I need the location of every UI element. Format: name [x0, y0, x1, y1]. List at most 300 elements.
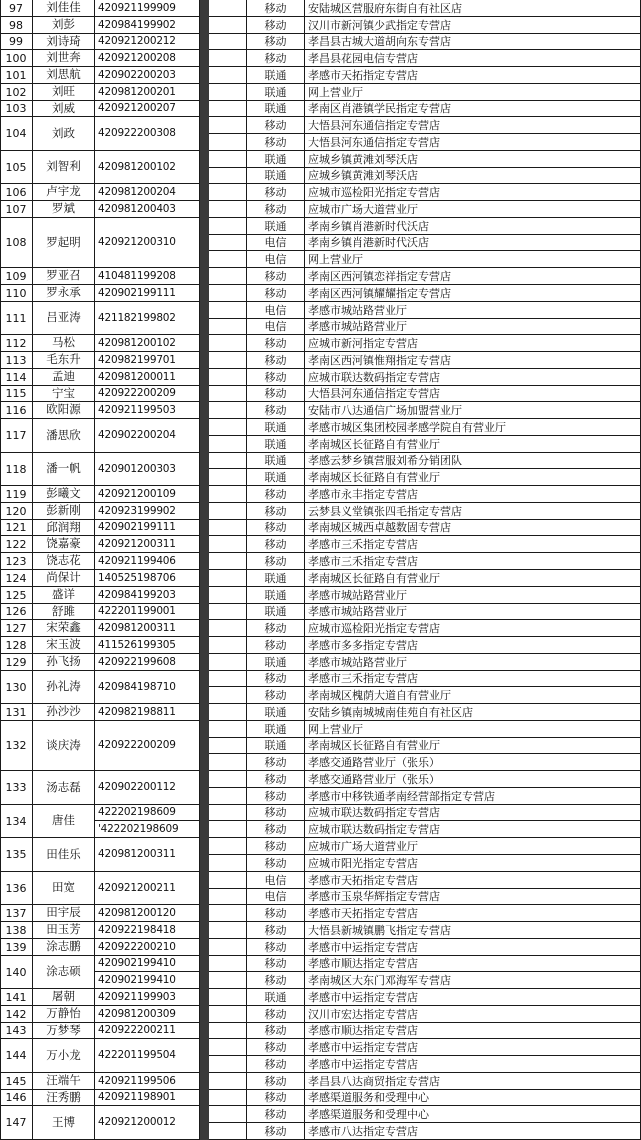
carrier-name: 移动: [247, 117, 305, 134]
carrier-name: 移动: [247, 805, 305, 821]
blank-cell: [209, 168, 247, 184]
record-number: 144: [0, 1039, 33, 1073]
record-number: 98: [0, 17, 33, 34]
blank-cell: [209, 956, 247, 972]
id-number: 420921199903: [95, 989, 200, 1006]
blank-cell: [209, 805, 247, 821]
store-name: 应城市联达数码指定专营店: [305, 369, 641, 386]
carrier-name: 移动: [247, 1123, 305, 1140]
blank-cell: [209, 620, 247, 637]
carrier-name: 移动: [247, 386, 305, 402]
carrier-name: 移动: [247, 771, 305, 788]
carrier-name: 联通: [247, 738, 305, 754]
record-number: 117: [0, 419, 33, 453]
carrier-name: 移动: [247, 50, 305, 67]
store-name: 孝感市中运指定专营店: [305, 939, 641, 956]
blank-cell: [209, 386, 247, 402]
person-name: 孟迪: [33, 369, 95, 386]
store-name: 孝感交通路营业厅（张乐）: [305, 754, 641, 771]
carrier-name: 移动: [247, 1006, 305, 1023]
store-name: 孝感市八达指定专营店: [305, 1123, 641, 1140]
carrier-name: 移动: [247, 520, 305, 536]
person-name: 毛东升: [33, 352, 95, 369]
id-number: 420922200209: [95, 721, 200, 771]
id-number: 420902199410: [95, 972, 200, 989]
blank-cell: [209, 855, 247, 872]
blank-cell: [209, 788, 247, 805]
carrier-name: 移动: [247, 855, 305, 872]
record-number: 112: [0, 335, 33, 352]
record-number: 129: [0, 654, 33, 671]
store-name: 孝感市中运指定专营店: [305, 989, 641, 1006]
id-number: 420981200201: [95, 84, 200, 101]
record-number: 130: [0, 671, 33, 704]
blank-cell: [209, 771, 247, 788]
store-name: 应城市阳光指定专营店: [305, 855, 641, 872]
carrier-name: 移动: [247, 671, 305, 687]
id-number: 420922200209: [95, 386, 200, 402]
carrier-name: 移动: [247, 34, 305, 50]
carrier-name: 电信: [247, 251, 305, 268]
record-number: 136: [0, 872, 33, 905]
store-name: 大悟县河东通信指定专营店: [305, 386, 641, 402]
store-name: 孝感市中运指定专营店: [305, 1039, 641, 1056]
record-number: 115: [0, 386, 33, 402]
id-number: 420921200212: [95, 34, 200, 50]
store-name: 汉川市宏达指定专营店: [305, 1006, 641, 1023]
blank-cell: [209, 604, 247, 620]
blank-cell: [209, 184, 247, 201]
carrier-name: 移动: [247, 687, 305, 704]
carrier-name: 移动: [247, 503, 305, 520]
store-name: 应城市广场大道营业厅: [305, 201, 641, 218]
carrier-name: 移动: [247, 972, 305, 989]
blank-cell: [209, 989, 247, 1006]
blank-cell: [209, 369, 247, 386]
person-name: 汪端午: [33, 1073, 95, 1090]
person-name: 田宽: [33, 872, 95, 905]
blank-cell: [209, 335, 247, 352]
blank-cell: [209, 838, 247, 855]
record-number: 110: [0, 285, 33, 302]
carrier-name: 移动: [247, 184, 305, 201]
record-number: 133: [0, 771, 33, 805]
person-name: 宋玉波: [33, 637, 95, 654]
carrier-name: 联通: [247, 419, 305, 436]
person-name: 刘佳佳: [33, 0, 95, 17]
store-name: 孝南区西河镇惟翔指定专营店: [305, 352, 641, 369]
id-number: 420902199111: [95, 285, 200, 302]
carrier-name: 联通: [247, 218, 305, 235]
carrier-name: 移动: [247, 201, 305, 218]
store-name: 孝南城区长征路自有营业厅: [305, 738, 641, 754]
carrier-name: 电信: [247, 872, 305, 889]
carrier-name: 移动: [247, 268, 305, 285]
store-name: 网上营业厅: [305, 721, 641, 738]
carrier-name: 移动: [247, 536, 305, 553]
id-number: 422201199001: [95, 604, 200, 620]
blank-cell: [209, 235, 247, 251]
id-number: 420981200102: [95, 151, 200, 184]
carrier-name: 移动: [247, 838, 305, 855]
carrier-name: 移动: [247, 1073, 305, 1090]
person-name: 马松: [33, 335, 95, 352]
blank-cell: [209, 503, 247, 520]
store-name: 孝南区肖港镇学民指定专营店: [305, 101, 641, 117]
person-name: 尚保计: [33, 570, 95, 587]
record-number: 123: [0, 553, 33, 570]
store-name: 安陆市八达通信广场加盟营业厅: [305, 402, 641, 419]
blank-cell: [209, 553, 247, 570]
carrier-name: 移动: [247, 922, 305, 939]
person-name: 舒雎: [33, 604, 95, 620]
record-number: 138: [0, 922, 33, 939]
blank-cell: [209, 285, 247, 302]
store-name: 孝感市顺达指定专营店: [305, 956, 641, 972]
record-number: 99: [0, 34, 33, 50]
record-number: 132: [0, 721, 33, 771]
blank-cell: [209, 1106, 247, 1123]
person-name: 彭曦文: [33, 486, 95, 503]
blank-cell: [209, 520, 247, 536]
person-name: 饶嘉豪: [33, 536, 95, 553]
person-name: 潘思欣: [33, 419, 95, 453]
record-number: 97: [0, 0, 33, 17]
record-number: 104: [0, 117, 33, 151]
id-number: 420921200208: [95, 50, 200, 67]
store-name: 孝南城区长征路自有营业厅: [305, 436, 641, 453]
id-number: 420902199410: [95, 956, 200, 972]
record-number: 116: [0, 402, 33, 419]
person-name: 饶志花: [33, 553, 95, 570]
blank-cell: [209, 50, 247, 67]
record-number: 113: [0, 352, 33, 369]
store-name: 应城市巡检阳光指定专营店: [305, 184, 641, 201]
person-name: 刘旺: [33, 84, 95, 101]
carrier-name: 联通: [247, 168, 305, 184]
record-number: 137: [0, 905, 33, 922]
record-number: 111: [0, 302, 33, 335]
store-name: 应城市联达数码指定专营店: [305, 821, 641, 838]
person-name: 罗永承: [33, 285, 95, 302]
store-name: 安陆城区营服府东街自有社区店: [305, 0, 641, 17]
id-number: 420922200211: [95, 1023, 200, 1039]
person-name: 刘彭: [33, 17, 95, 34]
blank-cell: [209, 872, 247, 889]
person-name: 彭新刚: [33, 503, 95, 520]
carrier-name: 联通: [247, 654, 305, 671]
person-name: 孙飞扬: [33, 654, 95, 671]
id-number: 410481199208: [95, 268, 200, 285]
person-name: 刘世奔: [33, 50, 95, 67]
blank-cell: [209, 117, 247, 134]
blank-cell: [209, 1123, 247, 1140]
person-name: 田宇辰: [33, 905, 95, 922]
store-name: 孝感市玉泉华辉指定专营店: [305, 889, 641, 905]
store-name: 孝感市三禾指定专营店: [305, 671, 641, 687]
carrier-name: 移动: [247, 1106, 305, 1123]
id-number: 420921200211: [95, 872, 200, 905]
id-number: 420922199608: [95, 654, 200, 671]
id-number: 420984199902: [95, 17, 200, 34]
id-number: 420981200403: [95, 201, 200, 218]
blank-cell: [209, 972, 247, 989]
store-name: 应城市巡检阳光指定专营店: [305, 620, 641, 637]
store-name: 孝昌县古城大道胡向东专营店: [305, 34, 641, 50]
store-name: 孝感渠道服务和受理中心: [305, 1106, 641, 1123]
redaction-bar: [200, 0, 209, 1140]
carrier-name: 移动: [247, 956, 305, 972]
person-name: 王博: [33, 1106, 95, 1140]
record-number: 125: [0, 587, 33, 604]
record-number: 118: [0, 453, 33, 486]
id-number: 420921199909: [95, 0, 200, 17]
person-name: 孙礼涛: [33, 671, 95, 704]
record-number: 106: [0, 184, 33, 201]
blank-cell: [209, 436, 247, 453]
carrier-name: 联通: [247, 151, 305, 168]
store-name: 孝感市城区集团校园孝感学院自有营业厅: [305, 419, 641, 436]
carrier-name: 移动: [247, 939, 305, 956]
carrier-name: 移动: [247, 637, 305, 654]
blank-cell: [209, 419, 247, 436]
id-number: 420902200112: [95, 771, 200, 805]
carrier-name: 移动: [247, 352, 305, 369]
store-name: 孝南城区长征路自有营业厅: [305, 469, 641, 486]
person-name: 卢宇龙: [33, 184, 95, 201]
blank-cell: [209, 1039, 247, 1056]
store-name: 孝南城区城西卓越数固专营店: [305, 520, 641, 536]
store-name: 孝南乡镇肖港新时代沃店: [305, 235, 641, 251]
carrier-name: 移动: [247, 335, 305, 352]
id-number: 420981200102: [95, 335, 200, 352]
store-name: 孝感市城站路营业厅: [305, 654, 641, 671]
carrier-name: 联通: [247, 587, 305, 604]
carrier-name: 联通: [247, 453, 305, 469]
store-name: 应城市新河指定专营店: [305, 335, 641, 352]
person-name: 欧阳源: [33, 402, 95, 419]
blank-cell: [209, 101, 247, 117]
carrier-name: 电信: [247, 889, 305, 905]
blank-cell: [209, 922, 247, 939]
id-number: 420921200207: [95, 101, 200, 117]
blank-cell: [209, 654, 247, 671]
carrier-name: 移动: [247, 369, 305, 386]
record-number: 105: [0, 151, 33, 184]
person-name: 盛详: [33, 587, 95, 604]
carrier-name: 联通: [247, 436, 305, 453]
store-name: 孝感市天拓指定专营店: [305, 872, 641, 889]
blank-cell: [209, 671, 247, 687]
record-number: 145: [0, 1073, 33, 1090]
record-number: 114: [0, 369, 33, 386]
id-number: 420922200308: [95, 117, 200, 151]
carrier-name: 移动: [247, 1039, 305, 1056]
id-number: 420982198811: [95, 704, 200, 721]
id-number: 422202198609: [95, 805, 200, 821]
carrier-name: 电信: [247, 235, 305, 251]
store-name: 孝感市永丰指定专营店: [305, 486, 641, 503]
id-number: '422202198609: [95, 821, 200, 838]
carrier-name: 移动: [247, 134, 305, 151]
record-number: 109: [0, 268, 33, 285]
person-name: 汪秀鹏: [33, 1090, 95, 1106]
id-number: 411526199305: [95, 637, 200, 654]
id-number: 420981200204: [95, 184, 200, 201]
person-name: 刘智利: [33, 151, 95, 184]
blank-cell: [209, 302, 247, 319]
store-name: 孝感市三禾指定专营店: [305, 536, 641, 553]
record-number: 134: [0, 805, 33, 838]
record-number: 120: [0, 503, 33, 520]
id-number: 420922198418: [95, 922, 200, 939]
id-number: 420902200203: [95, 67, 200, 84]
blank-cell: [209, 84, 247, 101]
record-number: 146: [0, 1090, 33, 1106]
carrier-name: 电信: [247, 319, 305, 335]
record-number: 126: [0, 604, 33, 620]
blank-cell: [209, 67, 247, 84]
store-name: 应城乡镇黄滩刘琴沃店: [305, 151, 641, 168]
blank-cell: [209, 469, 247, 486]
person-name: 刘威: [33, 101, 95, 117]
store-name: 孝感市城站路营业厅: [305, 302, 641, 319]
record-number: 102: [0, 84, 33, 101]
blank-cell: [209, 34, 247, 50]
blank-cell: [209, 486, 247, 503]
id-number: 420981200309: [95, 1006, 200, 1023]
carrier-name: 联通: [247, 570, 305, 587]
carrier-name: 移动: [247, 17, 305, 34]
blank-cell: [209, 402, 247, 419]
store-name: 孝感市中移铁通孝南经营部指定专营店: [305, 788, 641, 805]
carrier-name: 移动: [247, 402, 305, 419]
blank-cell: [209, 453, 247, 469]
person-name: 万静怡: [33, 1006, 95, 1023]
store-name: 孝昌县花园电信专营店: [305, 50, 641, 67]
blank-cell: [209, 251, 247, 268]
blank-cell: [209, 939, 247, 956]
blank-cell: [209, 268, 247, 285]
blank-cell: [209, 721, 247, 738]
id-number: 422201199504: [95, 1039, 200, 1073]
record-number: 103: [0, 101, 33, 117]
blank-cell: [209, 587, 247, 604]
carrier-name: 移动: [247, 1090, 305, 1106]
id-number: 420921200012: [95, 1106, 200, 1140]
record-number: 139: [0, 939, 33, 956]
person-name: 田佳乐: [33, 838, 95, 872]
carrier-name: 联通: [247, 67, 305, 84]
record-number: 147: [0, 1106, 33, 1140]
store-name: 网上营业厅: [305, 84, 641, 101]
blank-cell: [209, 687, 247, 704]
person-name: 罗亚召: [33, 268, 95, 285]
store-name: 孝昌县八达商贸指定专营店: [305, 1073, 641, 1090]
store-name: 孝感市顺达指定专营店: [305, 1023, 641, 1039]
store-name: 云梦县义堂镇张四毛指定专营店: [305, 503, 641, 520]
person-name: 屠朝: [33, 989, 95, 1006]
person-name: 刘诗琦: [33, 34, 95, 50]
carrier-name: 移动: [247, 285, 305, 302]
person-name: 万梦琴: [33, 1023, 95, 1039]
blank-cell: [209, 17, 247, 34]
blank-cell: [209, 738, 247, 754]
person-name: 吕亚涛: [33, 302, 95, 335]
blank-cell: [209, 1006, 247, 1023]
id-number: 420901200303: [95, 453, 200, 486]
store-name: 孝南区西河镇恋祥指定专营店: [305, 268, 641, 285]
blank-cell: [209, 1056, 247, 1073]
carrier-name: 联通: [247, 989, 305, 1006]
blank-cell: [209, 0, 247, 17]
blank-cell: [209, 319, 247, 335]
record-number: 141: [0, 989, 33, 1006]
id-number: 420922200210: [95, 939, 200, 956]
store-name: 孝感市中运指定专营店: [305, 1056, 641, 1073]
carrier-name: 联通: [247, 469, 305, 486]
store-name: 孝感市多多指定专营店: [305, 637, 641, 654]
record-number: 100: [0, 50, 33, 67]
store-name: 孝南乡镇肖港新时代沃店: [305, 218, 641, 235]
store-name: 安陆乡镇南城城南佳苑自有社区店: [305, 704, 641, 721]
carrier-name: 联通: [247, 84, 305, 101]
blank-cell: [209, 637, 247, 654]
id-number: 420902199111: [95, 520, 200, 536]
store-name: 应城乡镇黄滩刘琴沃店: [305, 168, 641, 184]
store-name: 汉川市新河镇少武指定专营店: [305, 17, 641, 34]
record-number: 107: [0, 201, 33, 218]
id-number: 420982199701: [95, 352, 200, 369]
record-number: 122: [0, 536, 33, 553]
blank-cell: [209, 201, 247, 218]
person-name: 汤志磊: [33, 771, 95, 805]
id-number: 420921200310: [95, 218, 200, 268]
person-name: 唐佳: [33, 805, 95, 838]
record-number: 131: [0, 704, 33, 721]
id-number: 420981200011: [95, 369, 200, 386]
store-name: 孝南城区大东门邓海军专营店: [305, 972, 641, 989]
carrier-name: 联通: [247, 604, 305, 620]
person-name: 潘一帆: [33, 453, 95, 486]
record-number: 135: [0, 838, 33, 872]
store-name: 孝南城区长征路自有营业厅: [305, 570, 641, 587]
carrier-name: 移动: [247, 754, 305, 771]
record-number: 119: [0, 486, 33, 503]
id-number: 420921199506: [95, 1073, 200, 1090]
record-number: 143: [0, 1023, 33, 1039]
id-number: 420921199503: [95, 402, 200, 419]
id-number: 420921200311: [95, 536, 200, 553]
carrier-name: 联通: [247, 101, 305, 117]
person-name: 谈庆涛: [33, 721, 95, 771]
person-name: 万小龙: [33, 1039, 95, 1073]
carrier-name: 电信: [247, 302, 305, 319]
store-name: 孝南城区槐荫大道自有营业厅: [305, 687, 641, 704]
id-number: 420921200109: [95, 486, 200, 503]
store-name: 应城市广场大道营业厅: [305, 838, 641, 855]
person-name: 孙沙沙: [33, 704, 95, 721]
carrier-name: 联通: [247, 704, 305, 721]
carrier-name: 移动: [247, 0, 305, 17]
store-name: 孝感市天拓指定专营店: [305, 905, 641, 922]
id-number: 420984198710: [95, 671, 200, 704]
person-name: 刘政: [33, 117, 95, 151]
carrier-name: 移动: [247, 821, 305, 838]
record-number: 128: [0, 637, 33, 654]
blank-cell: [209, 218, 247, 235]
record-number: 121: [0, 520, 33, 536]
